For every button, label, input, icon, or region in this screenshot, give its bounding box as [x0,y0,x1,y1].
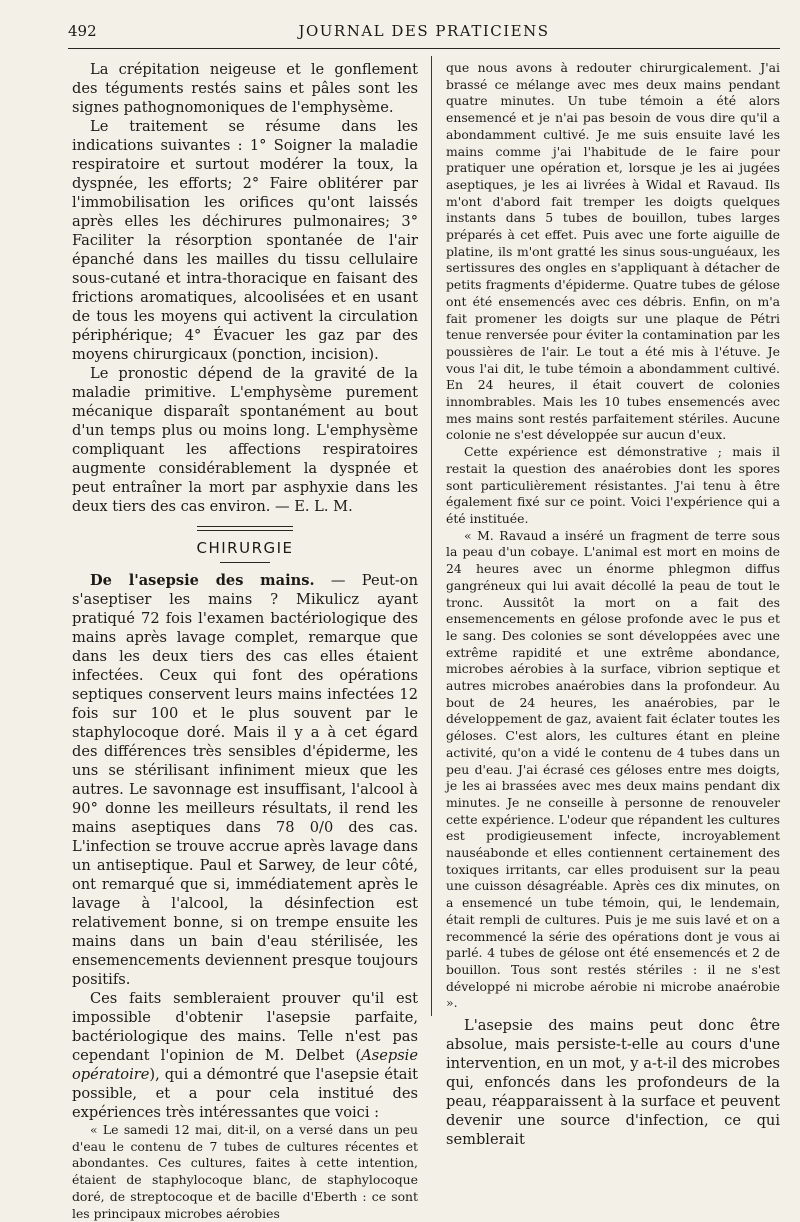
paragraph-ravaud-experiment: « M. Ravaud a inséré un fragment de terre sous la peau d'un cobaye. L'animal est mort en moins de 24 heures avec un énorme phlegmon diffus gangréneux qui lui avait décollé la peau de tout le tronc. Aussitôt la mort on a fait des ensemencements en gélose profonde avec le pus et le sang. Des colonies se sont développées avec une extrême rapidité et une extrême abondance, microbes aérobies à la surface, vibrion septique et autres microbes anaérobies dans la profondeur. Au bout de 24 heures, les anaérobies, par le développement de gaz, avaient fait éclater toutes les géloses. C'est alors, les cultures étant en pleine activité, qu'on a vidé le contenu de 4 tubes dans un peu d'eau. J'ai écrasé ces géloses entre mes doigts, je les ai brassées avec mes deux mains pendant dix minutes. Je ne conseille à personne de renouveler cette expérience. L'odeur que répandent les cultures est prodigieusement infecte, incroyablement nauséabonde et elles contiennent certainement des toxiques irritants, car elles produisent sur la peau une cuisson désagréable. Après ces dix minutes, on a ensemencé un tube témoin, qui, le lendemain, était rempli de cultures. Puis je me suis lavé et on a recommencé la série des opérations dont je vous ai parlé. 4 tubes de gélose ont été ensemencés et 2 de bouillon. Tous sont restés stériles : il ne s'est développé ni microbe aérobie ni microbe anaérobie ». [446,527,780,1011]
paragraph-emphysema-signs: La crépitation neigeuse et le gonflement des téguments restés sains et pâles sont les signes pathognomoniques de l'emphysème. [72,61,418,116]
paragraph-conclusion: L'asepsie des mains peut donc être absolue, mais persiste-t-elle au cours d'une intervention, en un mot, y a-t-il des microbes qui, enfoncés dans les profondeurs de la peau, réapparaissent à la surface et peuvent devenir une source d'infection, ce qui semblerait [446,1017,780,1149]
paragraph-delbet-text-b: ), qui a démontré que l'asepsie était possible, et a pour cela institué des expériences très intéressantes que voici : [72,1066,418,1121]
paragraph-delbet-text-a: Ces faits sembleraient prouver qu'il est impossible d'obtenir l'asepsie parfaite, bactériologique des mains. Telle n'est pas cependant l'opinion de M. Delbet ( [72,990,418,1064]
paragraph-anaerobes: Cette expérience est démonstrative ; mais il restait la question des anaérobies dont les spores sont particulièrement résistantes. J'ai tenu à être également fixé sur ce point. Voici l'expérience qui a été instituée. [446,444,780,526]
book-title: Asepsie opératoire [72,1047,418,1083]
paragraph-delbet [72,989,418,1122]
paragraph-treatment: Le traitement se résume dans les indications suivantes : 1° Soigner la maladie respiratoire et surtout modérer la toux, la dyspnée, les efforts; 2° Faire oblitérer par l'immobilisation les orifices qu'ont laissés après elles les déchirures pulmonaires; 3° Faciliter la résorption spontanée de l'air épanché dans les mailles du tissu cellulaire sous-cutané et intra-thoracique en faisant des frictions aromatiques, alcoolisées et en usant de tous les moyens qui activent la circulation périphérique; 4° Évacuer les gaz par des moyens chirurgicaux (ponction, incision). [72,118,418,363]
page-number: 492 [68,22,97,40]
paragraph-asepsis-intro [72,571,418,989]
section-title: CHIRURGIE [196,539,294,557]
paragraph-prognosis: Le pronostic dépend de la gravité de la maladie primitive. L'emphysème purement mécanique disparaît spontanément au bout d'un temps plus ou moins long. L'emphysème compliquant les affections respiratoires augmente considérablement la dyspnée et peut entraîner la mort par asphyxie dans les deux tiers des cas environ. — E. L. M. [72,365,418,515]
article-heading: De l'asepsie des mains. [90,572,315,589]
header-rule [68,48,780,49]
left-column [72,60,418,1221]
section-rule-bottom [220,562,270,563]
column-divider [431,56,432,1016]
running-title: JOURNAL DES PRATICIENS [298,22,550,40]
paragraph-quote-experiment: « Le samedi 12 mai, dit-il, on a versé dans un peu d'eau le contenu de 7 tubes de cultures récentes et abondantes. Ces cultures, faites à cette intention, étaient de staphylocoque blanc, de staphylocoque doré, de streptocoque et de bacille d'Eberth : ce sont les principaux microbes aérobies [72,1122,418,1221]
right-column [446,60,780,1149]
section-rule [197,526,293,531]
page-header [68,22,780,44]
paragraph-quote-continued: que nous avons à redouter chirurgicalement. J'ai brassé ce mélange avec mes deux mains pendant quatre minutes. Un tube témoin a été alors ensemencé et je n'ai pas besoin de vous dire qu'il a abondamment cultivé. Je me suis ensuite lavé les mains comme j'ai l'habitude de le faire pour pratiquer une opération et, lorsque je les ai jugées aseptiques, je les ai livrées à Widal et Ravaud. Ils m'ont d'abord fait tremper les doigts quelques instants dans 5 tubes de bouillon, tubes larges préparés à cet effet. Puis avec une forte aiguille de platine, ils m'ont gratté les sinus sous-unguéaux, les sertissures des ongles en s'appliquant à détacher de petits fragments d'épiderme. Quatre tubes de gélose ont été ensemencés avec ces débris. Enfin, on m'a fait promener les doigts sur une plaque de Pétri tenue renversée pour éviter la contamination par les poussières de l'air. Le tout a été mis à l'étuve. Je vous l'ai dit, le tube témoin a abondamment cultivé. En 24 heures, il était couvert de colonies innombrables. Mais les 10 tubes ensemencés avec mes mains sont restés parfaitement stériles. Aucune colonie ne s'est développée sur aucun d'eux. [446,60,780,443]
paragraph-asepsis-text: — Peut-on s'aseptiser les mains ? Mikulicz ayant pratiqué 72 fois l'examen bactériologique des mains après lavage complet, remarque que dans les deux tiers des cas elles étaient infectées. Ceux qui font des opérations septiques conservent leurs mains infectées 12 fois sur 100 et le plus souvent par le staphylocoque doré. Mais il y a à cet égard des différences très sensibles d'épiderme, les uns se stérilisant infiniment mieux que les autres. Le savonnage est insuffisant, l'alcool à 90° donne les meilleurs résultats, il rend les mains aseptiques dans 78 0/0 des cas. L'infection se trouve accrue après lavage dans un antiseptique. Paul et Sarwey, de leur côté, ont remarqué que si, immédiatement après le lavage à l'alcool, la désinfection est relativement bonne, si on trempe ensuite les mains dans un bain d'eau stérilisée, les ensemencements deviennent presque toujours positifs. [72,572,418,988]
